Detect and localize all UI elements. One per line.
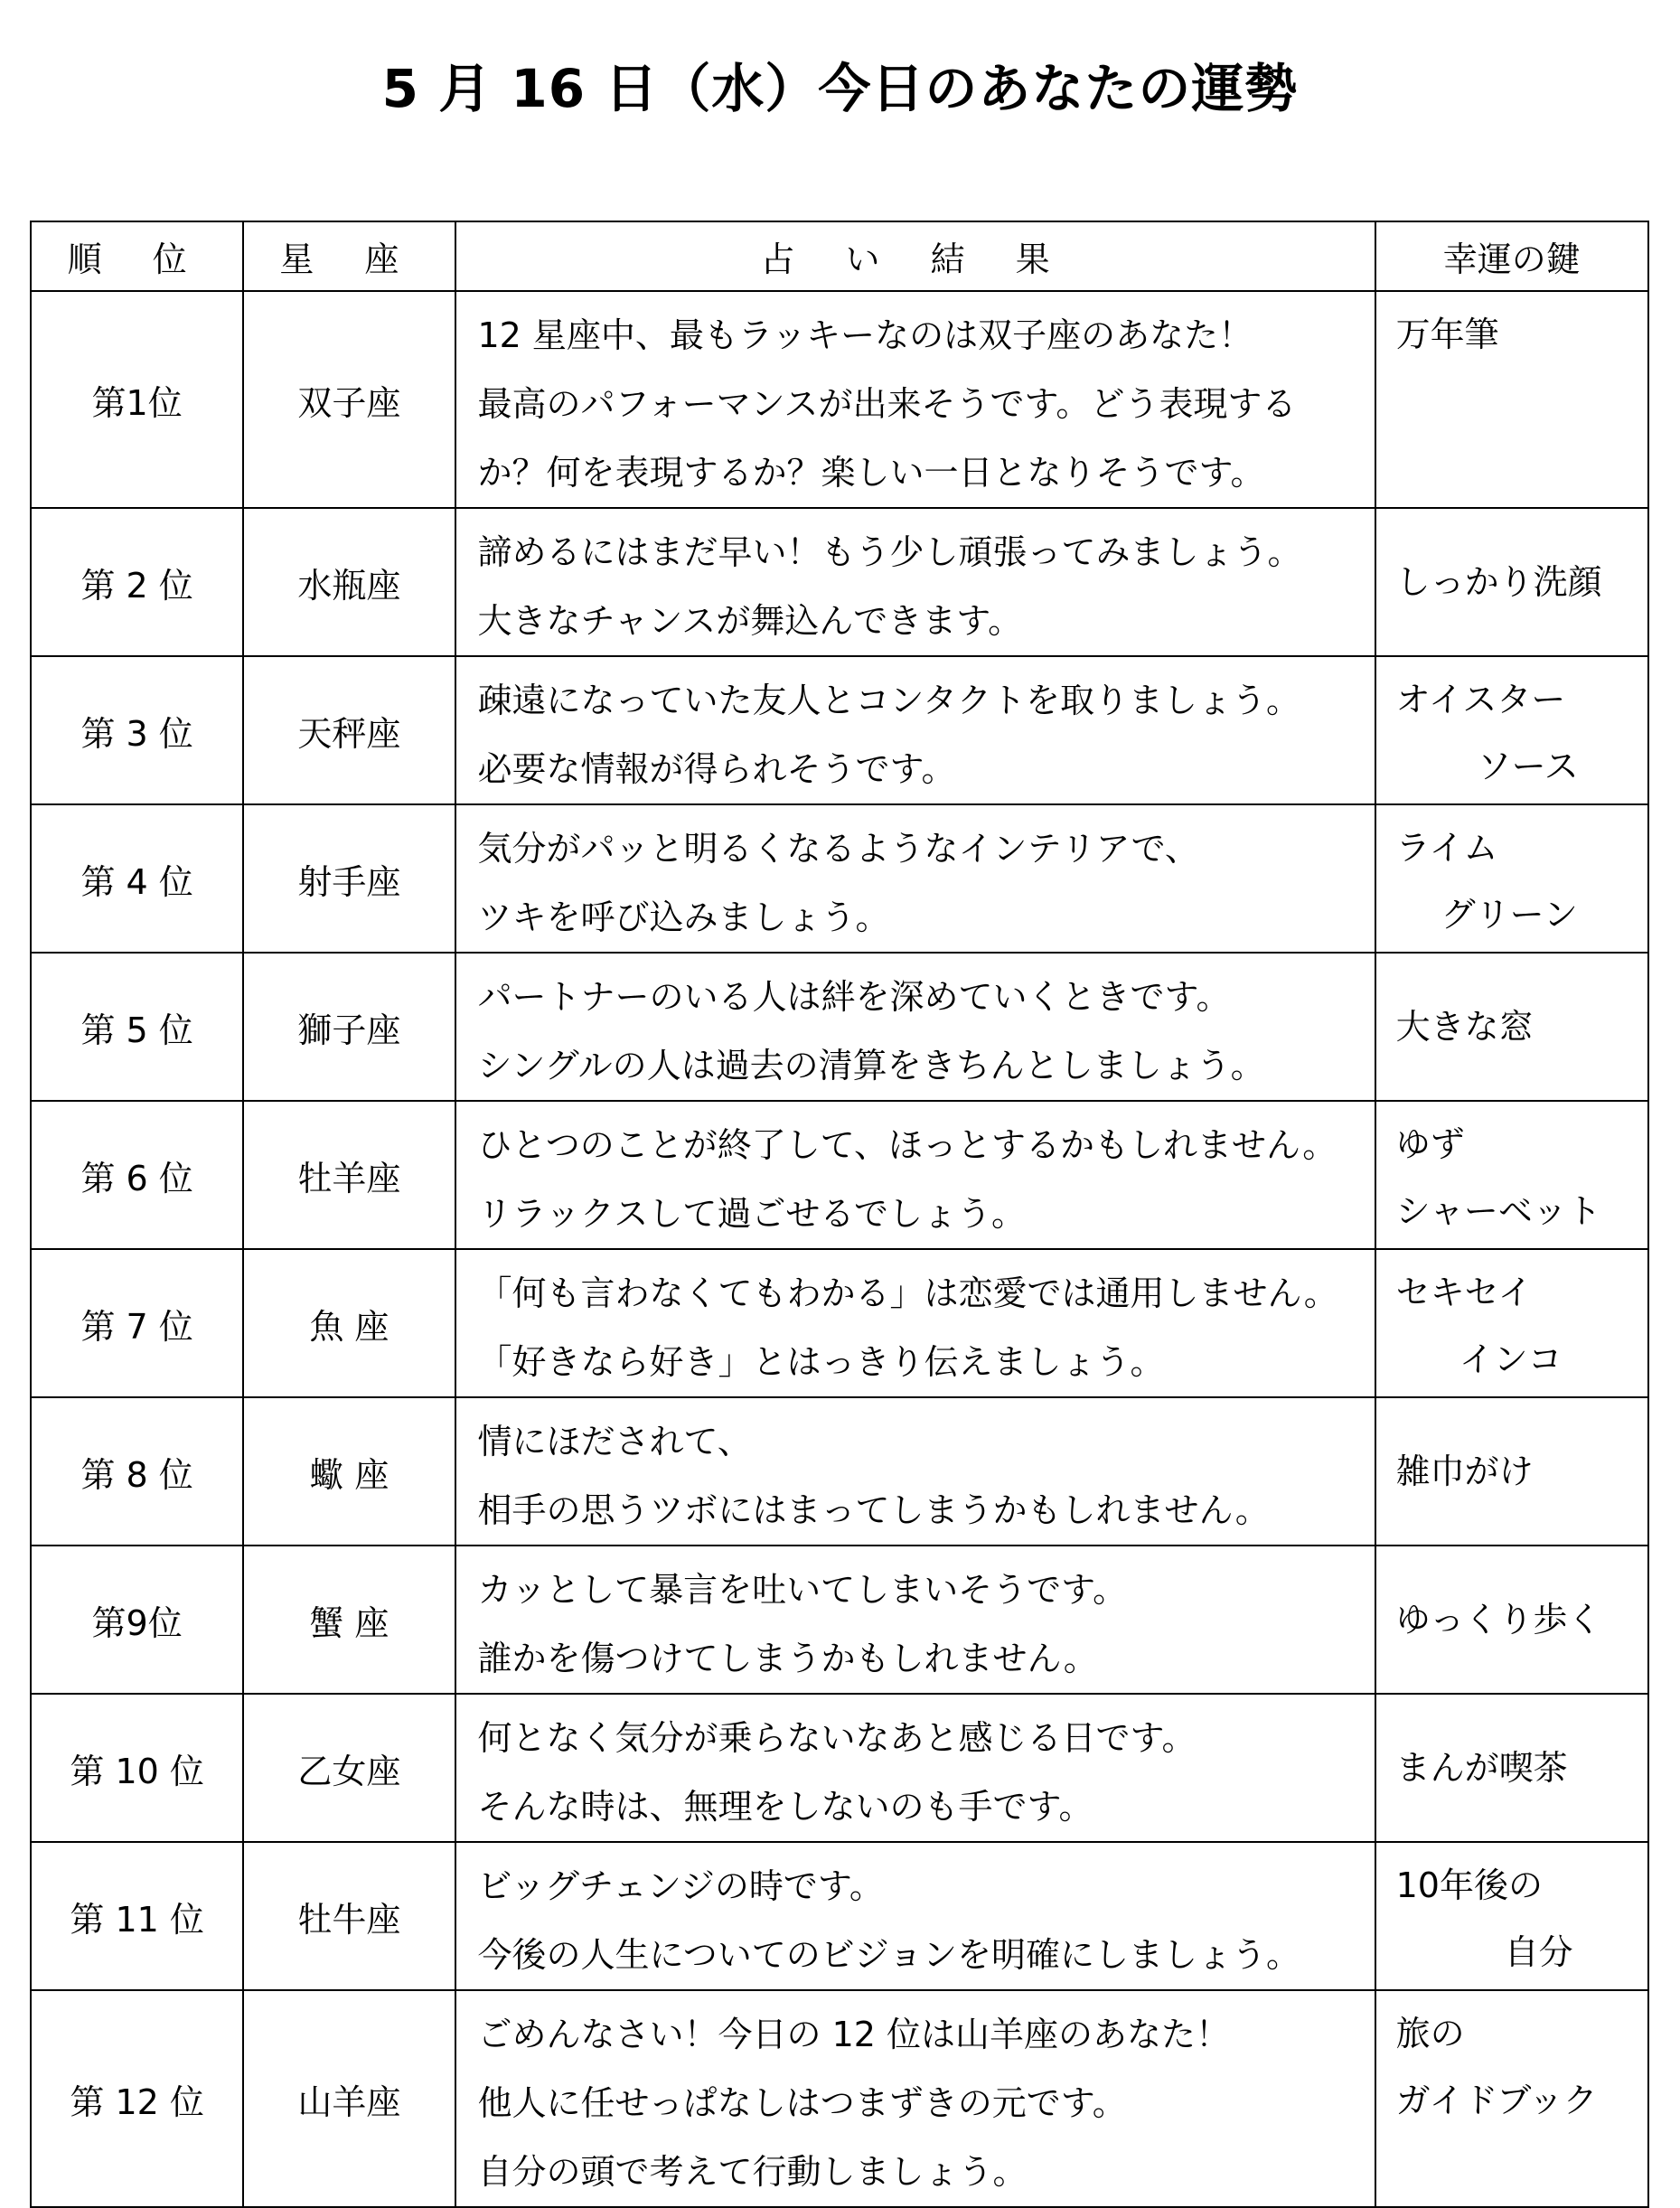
lucky-key-cell [1375, 1397, 1648, 1546]
rank-cell: 第 7 位 [31, 1249, 243, 1397]
header-result: 占 い 結 果 [455, 221, 1375, 291]
sign-cell: 蟹 座 [243, 1546, 455, 1694]
lucky-key-line: 雑巾がけ [1395, 1452, 1534, 1491]
table-row [31, 1990, 1648, 2207]
result-cell [455, 953, 1375, 1101]
result-line: か？何を表現するか？楽しい一日となりそうです。 [477, 453, 1265, 493]
result-line: パートナーのいる人は絆を深めていくときです。 [477, 977, 1231, 1017]
table-row [31, 291, 1648, 508]
lucky-key-line: ソース [1477, 747, 1579, 786]
rank-cell: 第 6 位 [31, 1101, 243, 1249]
lucky-key-line: 10年後の [1395, 1865, 1543, 1905]
result-cell [455, 1249, 1375, 1397]
result-cell [455, 508, 1375, 656]
header-sign: 星 座 [243, 221, 455, 291]
lucky-key-line: 自分 [1504, 1932, 1573, 1972]
result-line: 最高のパフォーマンスが出来そうです。どう表現する [477, 384, 1297, 424]
lucky-key-cell [1375, 1694, 1648, 1842]
rank-cell: 第 10 位 [31, 1694, 243, 1842]
table-row [31, 953, 1648, 1101]
result-line: シングルの人は過去の清算をきちんとしましょう。 [477, 1046, 1265, 1085]
table-row [31, 1694, 1648, 1842]
result-cell [455, 656, 1375, 804]
result-line: ごめんなさい！今日の 12 位は山羊座のあなた！ [477, 2015, 1231, 2054]
result-line: 他人に任せっぱなしはつまずきの元です。 [477, 2083, 1127, 2123]
lucky-key-cell [1375, 1990, 1648, 2207]
result-cell [455, 1694, 1375, 1842]
rank-cell: 第 4 位 [31, 804, 243, 953]
lucky-key-cell [1375, 953, 1648, 1101]
sign-cell: 双子座 [243, 291, 455, 508]
result-line: そんな時は、無理をしないのも手です。 [477, 1787, 1093, 1827]
header-lucky-key: 幸運の鍵 [1375, 221, 1648, 291]
result-line: 何となく気分が乗らないなあと感じる日です。 [477, 1718, 1197, 1758]
result-line: 情にほだされて、 [477, 1422, 752, 1461]
lucky-key-line: まんが喫茶 [1395, 1748, 1568, 1788]
sign-cell: 牡牛座 [243, 1842, 455, 1990]
table-row [31, 804, 1648, 953]
table-row [31, 656, 1648, 804]
rank-cell: 第 3 位 [31, 656, 243, 804]
sign-cell: 山羊座 [243, 1990, 455, 2207]
result-line: 相手の思うツボにはまってしまうかもしれません。 [477, 1490, 1270, 1530]
result-cell [455, 804, 1375, 953]
sign-cell: 蠍 座 [243, 1397, 455, 1546]
result-line: リラックスして過ごせるでしょう。 [477, 1194, 1026, 1234]
lucky-key-cell [1375, 1546, 1648, 1694]
rank-cell: 第9位 [31, 1546, 243, 1694]
lucky-key-line: 旅の [1395, 2014, 1465, 2053]
page-title: 5 月 16 日（水）今日のあなたの運勢 [381, 58, 1299, 119]
lucky-key-cell [1375, 1249, 1648, 1397]
result-cell [455, 1546, 1375, 1694]
result-cell [455, 291, 1375, 508]
table-row [31, 1249, 1648, 1397]
rank-cell: 第 12 位 [31, 1990, 243, 2207]
lucky-key-line: グリーン [1441, 895, 1578, 935]
table-row [31, 1397, 1648, 1546]
sign-cell: 牡羊座 [243, 1101, 455, 1249]
fortune-table [30, 221, 1649, 2208]
result-line: 自分の頭で考えて行動しましょう。 [477, 2152, 1028, 2192]
result-cell [455, 1990, 1375, 2207]
result-line: カッとして暴言を吐いてしまいそうです。 [477, 1570, 1128, 1610]
result-line: 疎遠になっていた友人とコンタクトを取りましょう。 [477, 681, 1300, 720]
rank-cell: 第 2 位 [31, 508, 243, 656]
lucky-key-cell [1375, 1842, 1648, 1990]
result-cell [455, 1397, 1375, 1546]
lucky-key-line: 万年筆 [1395, 315, 1499, 354]
sign-cell: 水瓶座 [243, 508, 455, 656]
result-line: 12 星座中、最もラッキーなのは双子座のあなた！ [477, 315, 1253, 355]
lucky-key-line: インコ [1459, 1339, 1563, 1379]
result-line: 気分がパッと明るくなるようなインテリアで、 [477, 829, 1199, 869]
result-line: ひとつのことが終了して、ほっとするかもしれません。 [477, 1125, 1337, 1165]
table-row [31, 1546, 1648, 1694]
result-line: 諦めるにはまだ早い！もう少し頑張ってみましょう。 [477, 532, 1302, 572]
lucky-key-line: ライム [1395, 828, 1498, 868]
lucky-key-cell [1375, 1101, 1648, 1249]
lucky-key-line: セキセイ [1395, 1273, 1533, 1312]
result-line: ビッグチェンジの時です。 [477, 1866, 884, 1906]
lucky-key-line: ゆず [1395, 1124, 1465, 1164]
lucky-key-line: ゆっくり歩く [1395, 1600, 1602, 1640]
result-line: 誰かを傷つけてしまうかもしれません。 [477, 1639, 1098, 1678]
lucky-key-line: 大きな窓 [1395, 1007, 1534, 1047]
rank-cell: 第 8 位 [31, 1397, 243, 1546]
rank-cell: 第 11 位 [31, 1842, 243, 1990]
header-rank: 順 位 [31, 221, 243, 291]
lucky-key-cell [1375, 508, 1648, 656]
result-line: 「何も言わなくてもわかる」は恋愛では通用しません。 [477, 1273, 1338, 1313]
lucky-key-line: ガイドブック [1395, 2081, 1598, 2120]
result-cell [455, 1842, 1375, 1990]
table-header-row [31, 221, 1648, 291]
result-cell [455, 1101, 1375, 1249]
rank-cell: 第1位 [31, 291, 243, 508]
sign-cell: 魚 座 [243, 1249, 455, 1397]
lucky-key-cell [1375, 291, 1648, 508]
result-line: 「好きなら好き」とはっきり伝えましょう。 [477, 1342, 1165, 1382]
rank-cell: 第 5 位 [31, 953, 243, 1101]
result-line: ツキを呼び込みましょう。 [477, 897, 890, 937]
sign-cell: 乙女座 [243, 1694, 455, 1842]
result-line: 必要な情報が得られそうです。 [477, 749, 956, 789]
sign-cell: 獅子座 [243, 953, 455, 1101]
lucky-key-line: シャーベット [1395, 1191, 1601, 1231]
lucky-key-line: しっかり洗顔 [1395, 562, 1602, 602]
lucky-key-cell [1375, 656, 1648, 804]
table-row [31, 1842, 1648, 1990]
lucky-key-line: オイスター [1395, 680, 1566, 719]
result-line: 大きなチャンスが舞込んできます。 [477, 601, 1023, 641]
lucky-key-cell [1375, 804, 1648, 953]
sign-cell: 射手座 [243, 804, 455, 953]
table-row [31, 1101, 1648, 1249]
sign-cell: 天秤座 [243, 656, 455, 804]
result-line: 今後の人生についてのビジョンを明確にしましょう。 [477, 1935, 1300, 1975]
table-row [31, 508, 1648, 656]
